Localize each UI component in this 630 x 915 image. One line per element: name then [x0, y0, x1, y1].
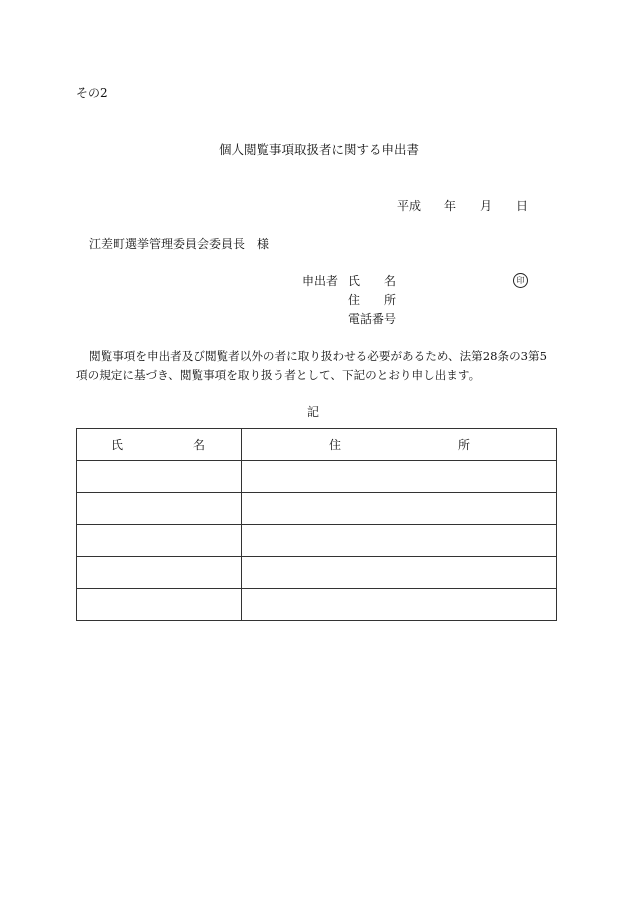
form-number: その2	[76, 86, 108, 100]
applicant-address-char2: 所	[384, 293, 397, 307]
address-cell[interactable]	[242, 493, 557, 525]
name-cell[interactable]	[77, 589, 242, 621]
applicant-label: 申出者	[302, 274, 339, 288]
address-cell[interactable]	[242, 589, 557, 621]
table-row	[77, 493, 557, 525]
date-month: 月	[480, 199, 493, 213]
applicant-phone-label: 電話番号	[348, 312, 397, 326]
table-row	[77, 589, 557, 621]
name-cell[interactable]	[77, 461, 242, 493]
address-cell[interactable]	[242, 525, 557, 557]
applicant-name-char1: 氏	[348, 274, 361, 288]
column-header-address-char1: 住	[329, 438, 342, 452]
table-row	[77, 461, 557, 493]
document-title: 個人閲覧事項取扱者に関する申出書	[219, 142, 420, 157]
column-header-name-char1: 氏	[111, 438, 124, 452]
applicant-address-char1: 住	[348, 293, 361, 307]
table-header-row	[77, 429, 557, 461]
body-text-line-1: 閲覧事項を申出者及び閲覧者以外の者に取り扱わせる必要があるため、法第28条の3第5	[89, 349, 548, 363]
address-cell[interactable]	[242, 461, 557, 493]
column-header-name	[77, 429, 242, 461]
date-day: 日	[516, 199, 529, 213]
column-header-address	[242, 429, 557, 461]
handler-table	[76, 428, 557, 621]
column-header-address-char2: 所	[457, 438, 470, 452]
name-cell[interactable]	[77, 557, 242, 589]
column-header-name-char2: 名	[192, 438, 205, 452]
date-year: 年	[444, 199, 457, 213]
date-era: 平成	[397, 199, 422, 213]
name-cell[interactable]	[77, 525, 242, 557]
table-row	[77, 557, 557, 589]
table-row	[77, 525, 557, 557]
ki-heading: 記	[307, 405, 320, 419]
applicant-name-char2: 名	[384, 274, 397, 288]
address-cell[interactable]	[242, 557, 557, 589]
addressee: 江差町選挙管理委員会委員長 様	[89, 237, 270, 251]
seal-mark: 印	[513, 273, 528, 288]
body-text-line-2: 項の規定に基づき、閲覧事項を取り扱う者として、下記のとおり申し出ます。	[76, 368, 481, 382]
name-cell[interactable]	[77, 493, 242, 525]
